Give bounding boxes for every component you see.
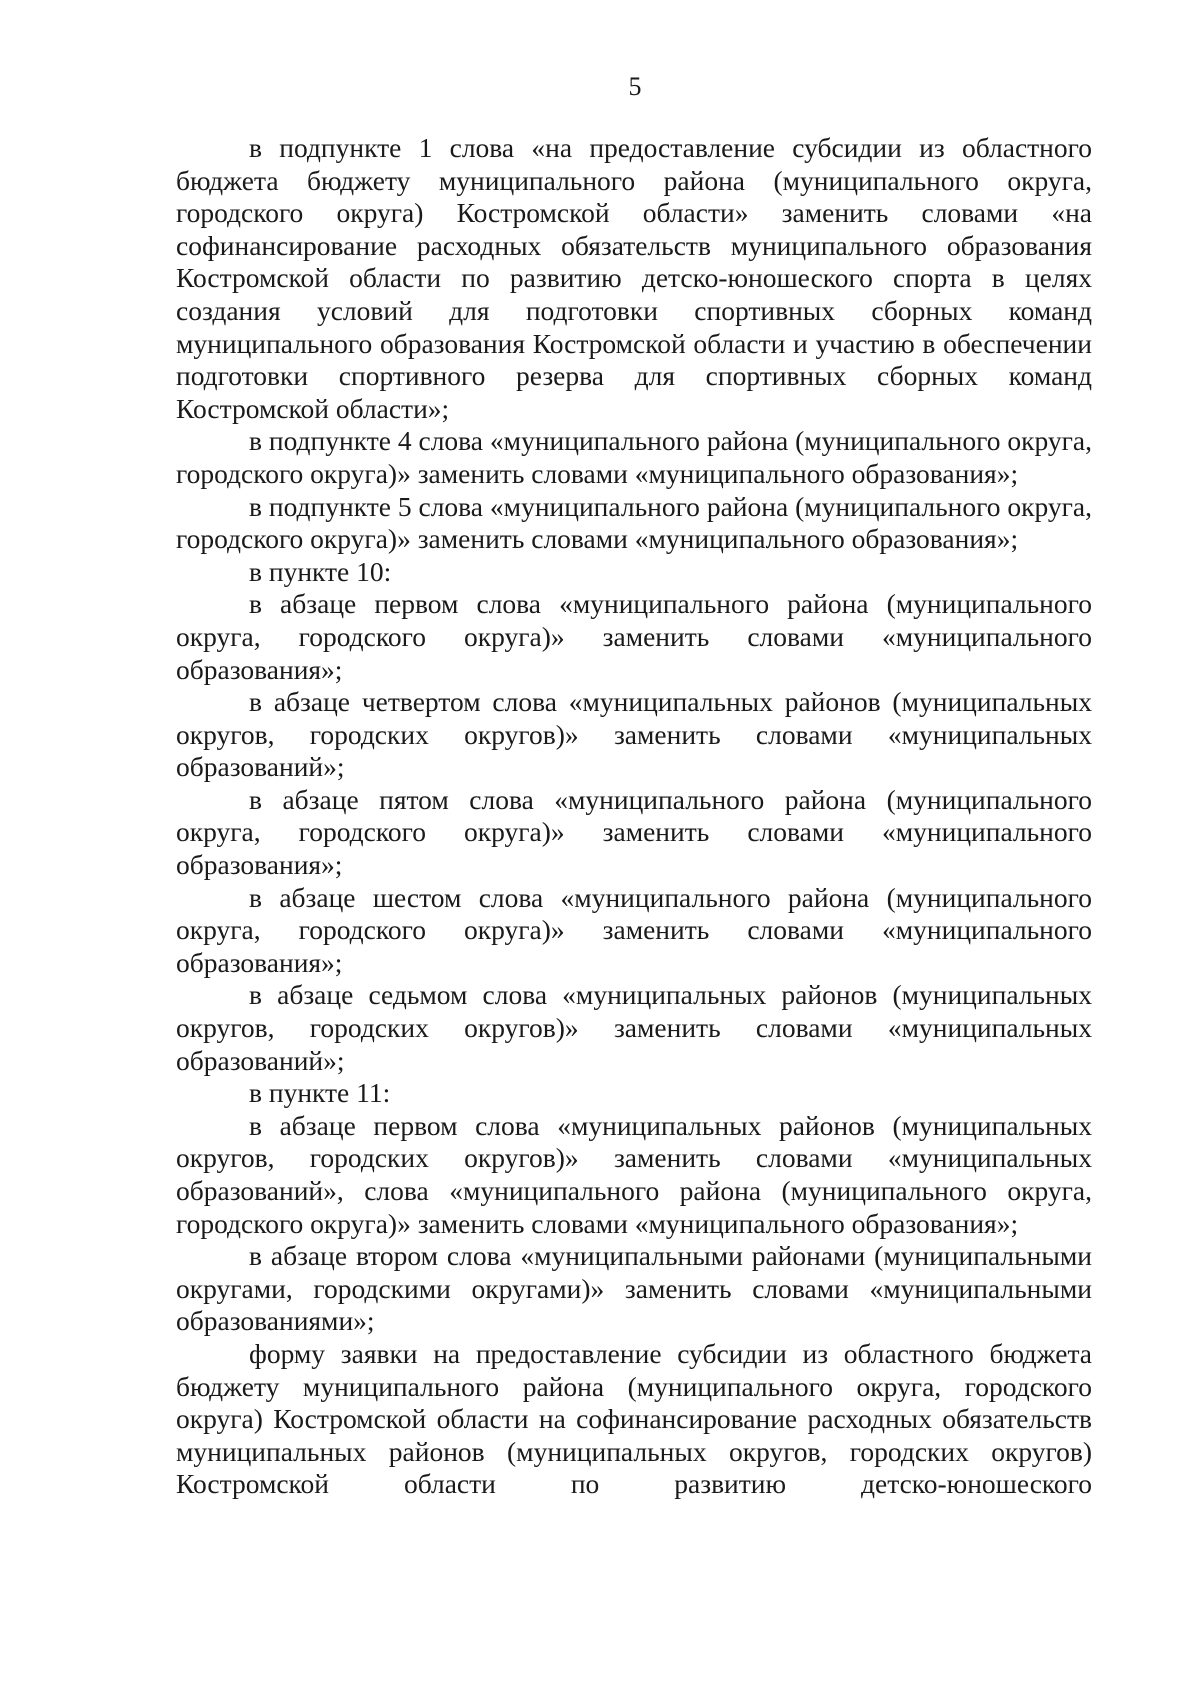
- paragraph-point-11-second: в абзаце втором слова «муниципальными районами (муниципальными округами, городскими округами)» заменить словами «муниципальными образованиями»;: [176, 1240, 1092, 1337]
- document-body: [176, 132, 1092, 1501]
- paragraph-application-form: форму заявки на предоставление субсидии из областного бюджета бюджету муниципального района (муниципального округа, городского округа) Костромской области на софинансирование расходных обязательств муниципальных районов (муниципальных округов, городских округов) Костромской области по развитию детско-юношеского: [176, 1337, 1092, 1500]
- paragraph-point-10-fifth: в абзаце пятом слова «муниципального района (муниципального округа, городского округа)» заменить словами «муниципального образования»;: [176, 783, 1092, 881]
- paragraph-subpoint-1: в подпункте 1 слова «на предоставление субсидии из областного бюджета бюджету муниципального района (муниципального округа, городского округа) Костромской области» заменить словами «на софинансирование расходных обязательств муниципального образования Костромской области по развитию детско-юношеского спорта в целях создания условий для подготовки спортивных сборных команд муниципального образования Костромской области и участию в обеспечении подготовки спортивного резерва для спортивных сборных команд Костромской области»;: [176, 132, 1092, 424]
- paragraph-point-10-seventh: в абзаце седьмом слова «муниципальных районов (муниципальных округов, городских округов)» заменить словами «муниципальных образований»;: [176, 979, 1092, 1076]
- paragraph-point-11-first: в абзаце первом слова «муниципальных районов (муниципальных округов, городских округов)» заменить словами «муниципальных образований», слова «муниципального района (муниципального округа, городского округа)» заменить словами «муниципального образования»;: [176, 1109, 1092, 1239]
- page-number: 5: [628, 72, 642, 101]
- paragraph-point-10-first: в абзаце первом слова «муниципального района (муниципального округа, городского округа)» заменить словами «муниципального образования»;: [176, 588, 1092, 685]
- paragraph-point-10-heading: в пункте 10:: [249, 555, 392, 587]
- paragraph-point-10-fourth: в абзаце четвертом слова «муниципальных районов (муниципальных округов, городских округов)» заменить словами «муниципальных образований»;: [176, 686, 1092, 783]
- paragraph-point-10-sixth: в абзаце шестом слова «муниципального района (муниципального округа, городского округа)» заменить словами «муниципального образования»;: [176, 881, 1092, 978]
- paragraph-point-11-heading: в пункте 11:: [249, 1077, 391, 1109]
- paragraph-subpoint-4: в подпункте 4 слова «муниципального района (муниципального округа, городского округа)» заменить словами «муниципального образования»;: [176, 425, 1092, 489]
- paragraph-subpoint-5: в подпункте 5 слова «муниципального района (муниципального округа, городского округа)» заменить словами «муниципального образования»;: [176, 490, 1092, 555]
